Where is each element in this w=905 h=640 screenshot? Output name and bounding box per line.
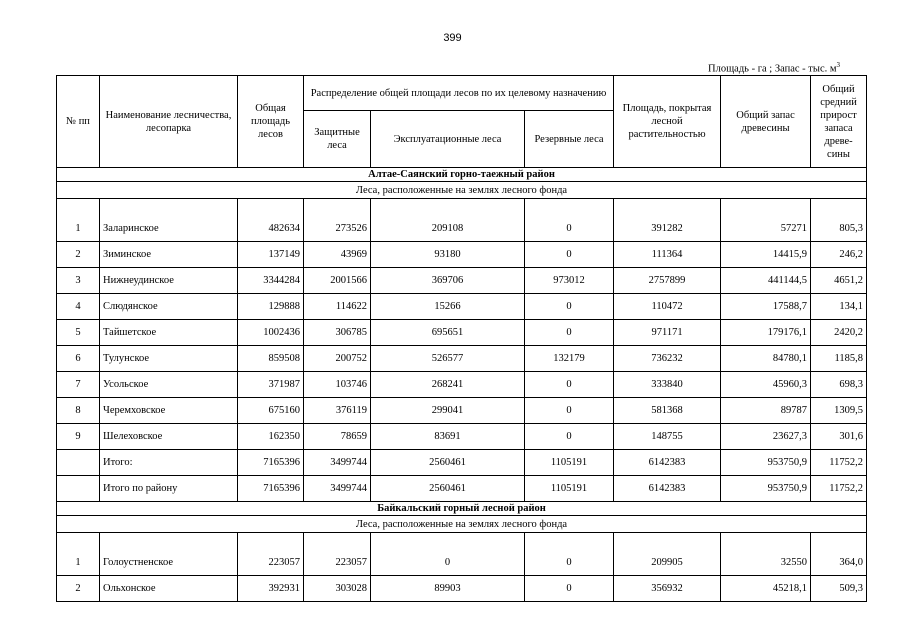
table-cell: 3344284 bbox=[238, 268, 304, 294]
table-cell: 0 bbox=[525, 424, 614, 450]
spacer-cell bbox=[57, 533, 100, 551]
table-cell: 45218,1 bbox=[721, 576, 811, 602]
table-cell: 1185,8 bbox=[811, 346, 867, 372]
table-cell: 137149 bbox=[238, 242, 304, 268]
table-row bbox=[57, 294, 867, 320]
table-cell: 2 bbox=[57, 576, 100, 602]
table-cell: 132179 bbox=[525, 346, 614, 372]
table-cell: Тулунское bbox=[100, 346, 238, 372]
table-cell: Усольское bbox=[100, 372, 238, 398]
table-cell: 0 bbox=[525, 320, 614, 346]
table-cell: 376119 bbox=[304, 398, 371, 424]
spacer-cell bbox=[371, 199, 525, 217]
table-cell: 0 bbox=[525, 216, 614, 242]
table-cell: 11752,2 bbox=[811, 476, 867, 502]
table-cell: Шелеховское bbox=[100, 424, 238, 450]
header-distribution: Распределение общей площади лесов по их целевому назначению bbox=[304, 76, 614, 111]
table-cell: 11752,2 bbox=[811, 450, 867, 476]
table-cell: 675160 bbox=[238, 398, 304, 424]
table-row bbox=[57, 216, 867, 242]
table-cell: 14415,9 bbox=[721, 242, 811, 268]
table-row bbox=[57, 346, 867, 372]
table-cell: 1 bbox=[57, 216, 100, 242]
table-cell: Ольхонское bbox=[100, 576, 238, 602]
table-cell: 114622 bbox=[304, 294, 371, 320]
table-row bbox=[57, 320, 867, 346]
table-header bbox=[57, 76, 867, 168]
table-cell: Нижнеудинское bbox=[100, 268, 238, 294]
table-cell: 364,0 bbox=[811, 550, 867, 576]
region-title: Байкальский горный лесной район bbox=[57, 502, 867, 516]
spacer-cell bbox=[238, 533, 304, 551]
table-cell: 0 bbox=[525, 372, 614, 398]
spacer-cell bbox=[811, 533, 867, 551]
table-cell: 953750,9 bbox=[721, 450, 811, 476]
table-cell: 441144,5 bbox=[721, 268, 811, 294]
table-cell: 83691 bbox=[371, 424, 525, 450]
table-cell: 1 bbox=[57, 550, 100, 576]
table-cell: Зиминское bbox=[100, 242, 238, 268]
table-cell: 7165396 bbox=[238, 476, 304, 502]
table-cell: 17588,7 bbox=[721, 294, 811, 320]
table-cell: 0 bbox=[371, 550, 525, 576]
spacer-cell bbox=[614, 199, 721, 217]
table-cell: 103746 bbox=[304, 372, 371, 398]
table-cell: 306785 bbox=[304, 320, 371, 346]
table-cell: 246,2 bbox=[811, 242, 867, 268]
header-exploitation: Эксплуатационные леса bbox=[371, 111, 525, 168]
table-cell: 93180 bbox=[371, 242, 525, 268]
table-cell: 9 bbox=[57, 424, 100, 450]
table-cell: 369706 bbox=[371, 268, 525, 294]
table-cell: 0 bbox=[525, 550, 614, 576]
subregion-title: Леса, расположенные на землях лесного фонда bbox=[57, 516, 867, 533]
header-reserve: Резервные леса bbox=[525, 111, 614, 168]
table-row bbox=[57, 476, 867, 502]
table-row bbox=[57, 242, 867, 268]
table-row bbox=[57, 398, 867, 424]
table-cell: 23627,3 bbox=[721, 424, 811, 450]
table-cell: 2757899 bbox=[614, 268, 721, 294]
table-cell: 273526 bbox=[304, 216, 371, 242]
table-body bbox=[57, 168, 867, 602]
table-cell: 0 bbox=[525, 398, 614, 424]
table-cell: 57271 bbox=[721, 216, 811, 242]
spacer-cell bbox=[525, 533, 614, 551]
table-cell: 200752 bbox=[304, 346, 371, 372]
table-cell: 805,3 bbox=[811, 216, 867, 242]
table-cell: Тайшетское bbox=[100, 320, 238, 346]
header-total-stock: Общий запас древесины bbox=[721, 76, 811, 168]
units-sup: 3 bbox=[836, 61, 840, 69]
spacer-cell bbox=[371, 533, 525, 551]
table-cell: 695651 bbox=[371, 320, 525, 346]
spacer-cell bbox=[721, 533, 811, 551]
table-cell: 43969 bbox=[304, 242, 371, 268]
spacer-cell bbox=[57, 199, 100, 217]
table-cell: 148755 bbox=[614, 424, 721, 450]
table-row bbox=[57, 424, 867, 450]
table-cell: 581368 bbox=[614, 398, 721, 424]
table-cell: 973012 bbox=[525, 268, 614, 294]
table-cell: 859508 bbox=[238, 346, 304, 372]
table-cell: Голоустненское bbox=[100, 550, 238, 576]
table-cell: 7165396 bbox=[238, 450, 304, 476]
table-cell: 4651,2 bbox=[811, 268, 867, 294]
table-cell: 482634 bbox=[238, 216, 304, 242]
spacer-cell bbox=[304, 199, 371, 217]
table-cell: 0 bbox=[525, 242, 614, 268]
table-cell: Заларинское bbox=[100, 216, 238, 242]
page-number: 399 bbox=[443, 32, 462, 44]
table-cell: 129888 bbox=[238, 294, 304, 320]
spacer-cell bbox=[525, 199, 614, 217]
table-cell: Итого по району bbox=[100, 476, 238, 502]
table-cell: 179176,1 bbox=[721, 320, 811, 346]
header-name: Наименование лесничества, лесопарка bbox=[100, 76, 238, 168]
table-cell: 371987 bbox=[238, 372, 304, 398]
table-cell: 223057 bbox=[304, 550, 371, 576]
table-cell: 6 bbox=[57, 346, 100, 372]
table-cell: 78659 bbox=[304, 424, 371, 450]
table-row bbox=[57, 372, 867, 398]
spacer-cell bbox=[100, 533, 238, 551]
table-cell: 3 bbox=[57, 268, 100, 294]
subregion-title: Леса, расположенные на землях лесного фонда bbox=[57, 182, 867, 199]
table-cell bbox=[57, 476, 100, 502]
spacer-cell bbox=[304, 533, 371, 551]
table-cell: 2560461 bbox=[371, 450, 525, 476]
units-text: Площадь - га ; Запас - тыс. м bbox=[708, 63, 837, 75]
table-cell: 89903 bbox=[371, 576, 525, 602]
table-cell: 8 bbox=[57, 398, 100, 424]
table-cell: 45960,3 bbox=[721, 372, 811, 398]
table-cell: 1105191 bbox=[525, 450, 614, 476]
region-title: Алтае-Саянский горно-таежный район bbox=[57, 168, 867, 182]
table-cell: 268241 bbox=[371, 372, 525, 398]
spacer-cell bbox=[100, 199, 238, 217]
table-cell: 0 bbox=[525, 576, 614, 602]
table-cell: 1309,5 bbox=[811, 398, 867, 424]
table-row bbox=[57, 268, 867, 294]
table-cell: 209108 bbox=[371, 216, 525, 242]
header-total-area: Общая площадь лесов bbox=[238, 76, 304, 168]
table-cell: Слюдянское bbox=[100, 294, 238, 320]
table-cell: 333840 bbox=[614, 372, 721, 398]
table-cell: 509,3 bbox=[811, 576, 867, 602]
table-cell: 7 bbox=[57, 372, 100, 398]
spacer-cell bbox=[238, 199, 304, 217]
table-cell: 6142383 bbox=[614, 476, 721, 502]
table-cell: 84780,1 bbox=[721, 346, 811, 372]
spacer-cell bbox=[614, 533, 721, 551]
table-cell: 3499744 bbox=[304, 450, 371, 476]
table-cell: 2 bbox=[57, 242, 100, 268]
table-cell: 89787 bbox=[721, 398, 811, 424]
table-cell: 303028 bbox=[304, 576, 371, 602]
table-cell: 391282 bbox=[614, 216, 721, 242]
table-cell: 2001566 bbox=[304, 268, 371, 294]
table-cell: 356932 bbox=[614, 576, 721, 602]
table-cell: 736232 bbox=[614, 346, 721, 372]
table-cell: 1105191 bbox=[525, 476, 614, 502]
table-cell: 299041 bbox=[371, 398, 525, 424]
table-cell: 32550 bbox=[721, 550, 811, 576]
table-cell: 5 bbox=[57, 320, 100, 346]
table-cell: 3499744 bbox=[304, 476, 371, 502]
header-growth: Общий средний прирост запаса древе-сины bbox=[811, 76, 867, 168]
table-cell: 526577 bbox=[371, 346, 525, 372]
table-cell: 134,1 bbox=[811, 294, 867, 320]
table-cell: 209905 bbox=[614, 550, 721, 576]
table-cell: 301,6 bbox=[811, 424, 867, 450]
header-num: № пп bbox=[57, 76, 100, 168]
spacer-cell bbox=[811, 199, 867, 217]
table-cell: 110472 bbox=[614, 294, 721, 320]
units-note bbox=[708, 61, 840, 75]
table-row bbox=[57, 576, 867, 602]
table-cell: 4 bbox=[57, 294, 100, 320]
table-row bbox=[57, 550, 867, 576]
table-cell: 971171 bbox=[614, 320, 721, 346]
table-cell: Черемховское bbox=[100, 398, 238, 424]
table-cell: 392931 bbox=[238, 576, 304, 602]
table-cell: 2420,2 bbox=[811, 320, 867, 346]
table-row bbox=[57, 450, 867, 476]
table-cell: 1002436 bbox=[238, 320, 304, 346]
table-cell: 111364 bbox=[614, 242, 721, 268]
header-protective: Защитные леса bbox=[304, 111, 371, 168]
table-cell: 223057 bbox=[238, 550, 304, 576]
table-cell: 15266 bbox=[371, 294, 525, 320]
spacer-cell bbox=[721, 199, 811, 217]
table-cell: 0 bbox=[525, 294, 614, 320]
table-cell: Итого: bbox=[100, 450, 238, 476]
header-forest-covered: Площадь, покрытая лесной растительностью bbox=[614, 76, 721, 168]
table-cell: 162350 bbox=[238, 424, 304, 450]
forest-table bbox=[56, 75, 867, 602]
table-cell: 2560461 bbox=[371, 476, 525, 502]
table-cell bbox=[57, 450, 100, 476]
table-cell: 698,3 bbox=[811, 372, 867, 398]
table-cell: 6142383 bbox=[614, 450, 721, 476]
table-cell: 953750,9 bbox=[721, 476, 811, 502]
